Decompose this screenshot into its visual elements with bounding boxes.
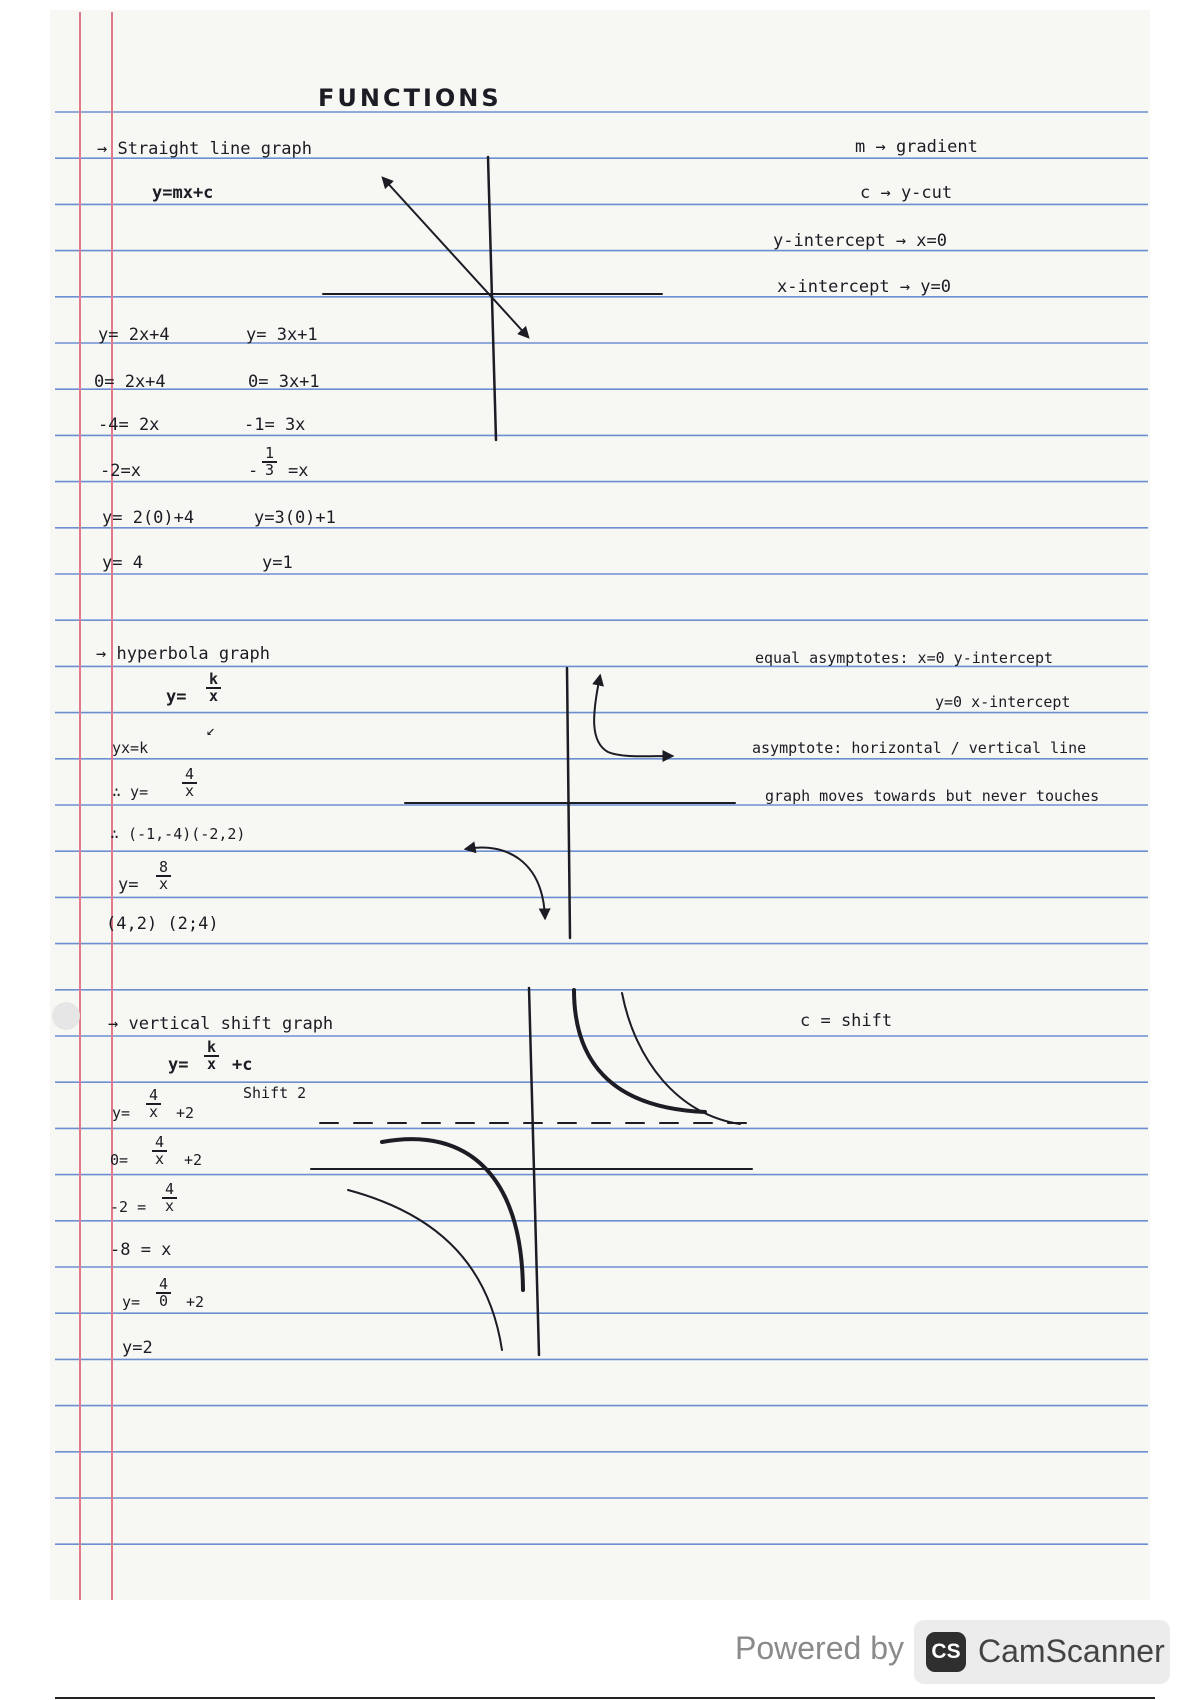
x-intercept-note: x-intercept → y=0 [777, 277, 951, 297]
camscanner-brand-text: CamScanner [978, 1633, 1165, 1669]
left-work-line-5: y= 2(0)+4 [102, 508, 195, 528]
vs-work-3-prefix: -2 = [110, 1198, 147, 1216]
shift-note: c = shift [800, 1011, 893, 1031]
y-intercept-note: y-intercept → x=0 [773, 231, 947, 251]
original-lower-branch [348, 1190, 502, 1350]
right-work-line-1: y= 3x+1 [246, 325, 318, 345]
fraction-numerator: 1 [262, 446, 277, 463]
right-work-line-3: -1= 3x [244, 415, 306, 435]
fraction-denominator: x [209, 687, 219, 705]
hyperbola-heading: → hyperbola graph [96, 644, 270, 664]
left-work-line-6: y= 4 [102, 553, 143, 573]
vs-work-5-suffix: +2 [186, 1293, 205, 1311]
vertical-shift-formula-prefix: y= [168, 1055, 189, 1075]
vs-work-1-suffix: +2 [176, 1104, 195, 1122]
vs-work-5-prefix: y= [122, 1293, 141, 1311]
hyperbola-therefore-prefix: ∴ y= [112, 783, 149, 801]
left-work-line-4: -2=x [100, 461, 141, 481]
hyperbola-y8-prefix: y= [118, 875, 139, 895]
hyperbola-formula-prefix: y= [166, 687, 187, 707]
vertical-shift-y-axis [529, 988, 539, 1355]
bottom-divider [55, 1697, 1155, 1699]
fraction-numerator: 4 [152, 1135, 167, 1152]
fraction-numerator: 4 [162, 1182, 177, 1199]
fraction-numerator: 4 [146, 1088, 161, 1105]
straight-line-heading: → Straight line graph [97, 139, 312, 159]
fraction-denominator: 0 [159, 1292, 169, 1310]
hyperbola-lower-branch [466, 848, 545, 918]
vertical-shift-heading: → vertical shift graph [108, 1014, 334, 1034]
camscanner-logo-icon: CS [926, 1632, 966, 1672]
straight-line-formula: y=mx+c [152, 183, 214, 203]
hyperbola-mark: ↙ [206, 721, 216, 739]
right-work-line-5: y=3(0)+1 [254, 508, 336, 528]
straight-line-curve [383, 178, 528, 337]
shifted-upper-branch [574, 990, 705, 1112]
left-work-line-2: 0= 2x+4 [94, 372, 166, 392]
vs-work-1-prefix: y= [112, 1104, 131, 1122]
vs-work-2-prefix: 0= [110, 1151, 129, 1169]
original-upper-branch [622, 993, 740, 1124]
hyperbola-note-2: y=0 x-intercept [935, 693, 1071, 711]
gradient-note: m → gradient [855, 137, 978, 157]
hyperbola-note-1: equal asymptotes: x=0 y-intercept [755, 649, 1054, 667]
hyperbola-points-2: (4,2) (2;4) [106, 914, 219, 934]
cut-note: c → y-cut [860, 183, 953, 203]
fraction-denominator: x [185, 782, 195, 800]
fraction-denominator: x [207, 1055, 217, 1073]
vs-work-6: y=2 [122, 1338, 153, 1358]
left-work-line-3: -4= 2x [98, 415, 160, 435]
right-work-line-6: y=1 [262, 553, 293, 573]
hyperbola-upper-branch [594, 676, 672, 756]
vertical-shift-formula-suffix: +c [232, 1055, 253, 1075]
hyperbola-note-4: graph moves towards but never touches [765, 787, 1100, 805]
fraction-denominator: x [149, 1103, 159, 1121]
hyperbola-note-3: asymptote: horizontal / vertical line [752, 739, 1087, 757]
hyperbola-points-1: ∴ (-1,-4)(-2,2) [110, 825, 246, 843]
fraction-numerator: 4 [182, 767, 197, 784]
hyperbola-line-yx: yx=k [112, 739, 149, 757]
powered-by-text: Powered by [735, 1630, 904, 1666]
vs-work-2-suffix: +2 [184, 1151, 203, 1169]
fraction-denominator: x [155, 1150, 165, 1168]
page-title: FUNCTIONS [318, 84, 502, 112]
right-work-line-4-suffix: =x [288, 461, 309, 481]
fraction-denominator: x [165, 1197, 175, 1215]
fraction-numerator: k [204, 1040, 219, 1057]
fraction-numerator: k [206, 672, 221, 689]
fraction-denominator: x [159, 875, 169, 893]
fraction-denominator: 3 [265, 461, 275, 479]
vs-work-4: -8 = x [110, 1240, 172, 1260]
right-work-line-4-prefix: - [248, 461, 259, 481]
right-work-line-2: 0= 3x+1 [248, 372, 320, 392]
fraction-numerator: 8 [156, 860, 171, 877]
fraction-numerator: 4 [156, 1277, 171, 1294]
shifted-lower-branch [382, 1139, 523, 1290]
binder-hole [52, 1002, 80, 1030]
left-work-line-1: y= 2x+4 [98, 325, 170, 345]
shift-label: Shift 2 [243, 1084, 307, 1102]
